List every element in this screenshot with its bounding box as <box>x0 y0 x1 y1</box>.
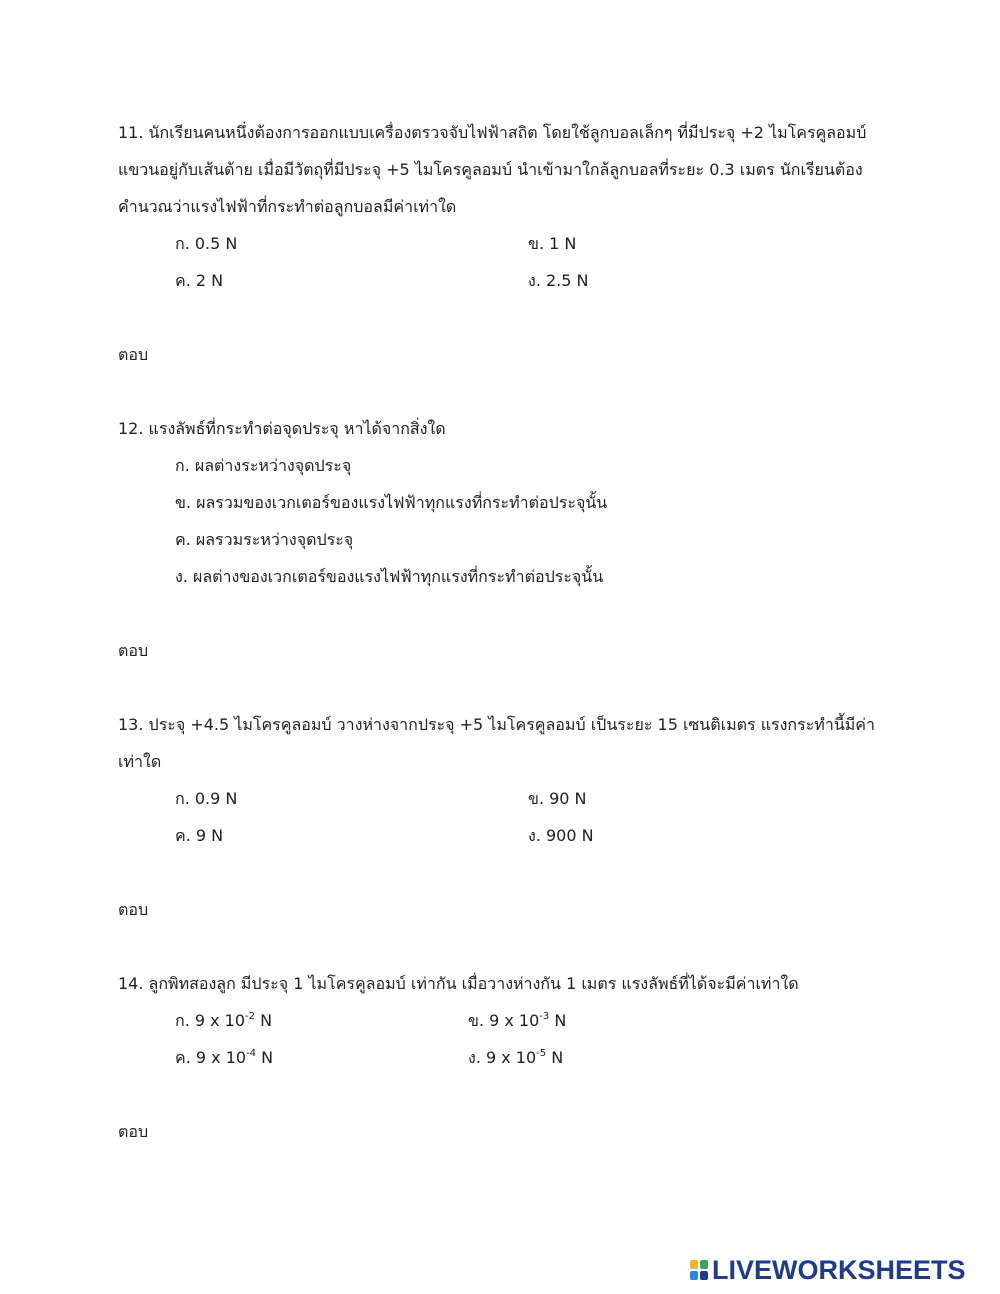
question-13-option-a[interactable]: ก. 0.9 N <box>175 789 238 808</box>
question-12-option-a[interactable]: ก. ผลต่างระหว่างจุดประจุ <box>175 456 352 475</box>
logo-text: LIVEWORKSHEETS <box>712 1255 966 1285</box>
option-d-unit: N <box>546 1048 564 1067</box>
option-c-base: ค. 9 x 10 <box>175 1048 247 1067</box>
question-13-option-d[interactable]: ง. 900 N <box>528 826 594 845</box>
question-11-option-a[interactable]: ก. 0.5 N <box>175 234 238 253</box>
logo-mark-icon <box>690 1260 708 1280</box>
question-11-option-b[interactable]: ข. 1 N <box>528 234 577 253</box>
question-11-option-c[interactable]: ค. 2 N <box>175 271 224 290</box>
option-c-exponent: -4 <box>246 1047 257 1059</box>
logo-mark-tile <box>700 1260 708 1269</box>
logo-mark-tile <box>700 1271 708 1280</box>
question-12-line-1: 12. แรงลัพธ์ที่กระทำต่อจุดประจุ หาได้จากสิ่งใด <box>118 419 446 438</box>
question-14-option-c[interactable] <box>175 1048 273 1068</box>
question-14-answer-label: ตอบ <box>118 1122 149 1141</box>
question-13-line-1: 13. ประจุ +4.5 ไมโครคูลอมบ์ วางห่างจากประจุ +5 ไมโครคูลอมบ์ เป็นระยะ 15 เซนติเมตร แรงกระทำนี้มีค่า <box>118 715 875 734</box>
logo-mark-tile <box>690 1260 698 1269</box>
question-13-option-b[interactable]: ข. 90 N <box>528 789 587 808</box>
option-d-exponent: -5 <box>536 1047 547 1059</box>
option-d-base: ง. 9 x 10 <box>468 1048 537 1067</box>
question-13-line-2: เท่าใด <box>118 752 162 771</box>
question-11-line-2: แขวนอยู่กับเส้นด้าย เมื่อมีวัตถุที่มีประจุ +5 ไมโครคูลอมบ์ นำเข้ามาใกล้ลูกบอลที่ระยะ 0.3 เมตร นักเรียนต้อง <box>118 160 863 179</box>
question-12-answer-label: ตอบ <box>118 641 149 660</box>
option-b-unit: N <box>549 1011 567 1030</box>
option-a-unit: N <box>255 1011 273 1030</box>
question-13-answer-label: ตอบ <box>118 900 149 919</box>
question-12-option-c[interactable]: ค. ผลรวมระหว่างจุดประจุ <box>175 530 354 549</box>
question-13-option-c[interactable]: ค. 9 N <box>175 826 224 845</box>
option-b-exponent: -3 <box>539 1010 550 1022</box>
question-14-option-a[interactable] <box>175 1011 272 1031</box>
question-11-answer-label: ตอบ <box>118 345 149 364</box>
liveworksheets-logo <box>690 1256 966 1284</box>
option-b-base: ข. 9 x 10 <box>468 1011 540 1030</box>
question-12-option-b[interactable]: ข. ผลรวมของเวกเตอร์ของแรงไฟฟ้าทุกแรงที่กระทำต่อประจุนั้น <box>175 493 608 512</box>
option-a-exponent: -2 <box>245 1010 256 1022</box>
question-11-option-d[interactable]: ง. 2.5 N <box>528 271 589 290</box>
logo-mark-tile <box>690 1271 698 1280</box>
question-14-line-1: 14. ลูกพิทสองลูก มีประจุ 1 ไมโครคูลอมบ์ เท่ากัน เมื่อวางห่างกัน 1 เมตร แรงลัพธ์ที่ได้จะมีค่าเท่าใด <box>118 974 799 993</box>
option-a-base: ก. 9 x 10 <box>175 1011 246 1030</box>
option-c-unit: N <box>256 1048 274 1067</box>
question-14-option-d[interactable] <box>468 1048 563 1068</box>
question-12-option-d[interactable]: ง. ผลต่างของเวกเตอร์ของแรงไฟฟ้าทุกแรงที่กระทำต่อประจุนั้น <box>175 567 604 586</box>
question-11-line-1: 11. นักเรียนคนหนึ่งต้องการออกแบบเครื่องตรวจจับไฟฟ้าสถิต โดยใช้ลูกบอลเล็กๆ ที่มีประจุ +2 ไมโครคูลอมบ์ <box>118 123 867 142</box>
question-11-line-3: คำนวณว่าแรงไฟฟ้าที่กระทำต่อลูกบอลมีค่าเท่าใด <box>118 197 457 216</box>
question-14-option-b[interactable] <box>468 1011 566 1031</box>
